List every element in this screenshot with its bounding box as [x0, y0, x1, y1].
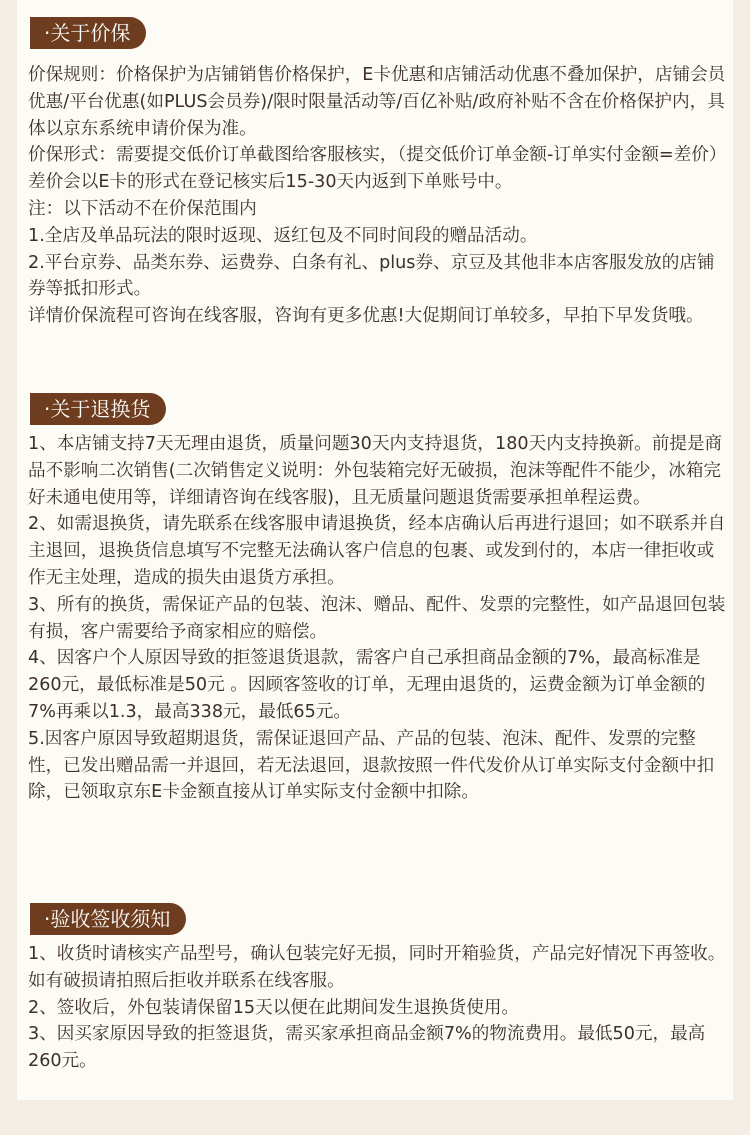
section-title: ·关于价保 [30, 17, 146, 49]
paragraph: 4、因客户个人原因导致的拒签退货退款，需客户自己承担商品金额的7%，最高标准是260元，最低标准是50元 。因顾客签收的订单，无理由退货的，运费金额为订单金额的7%再乘以1.3，最高338元，最低65元。 [28, 648, 706, 722]
section-body [28, 431, 728, 806]
paragraph: 1、收货时请核实产品型号，确认包装完好无损，同时开箱验货，产品完好情况下再签收。如有破损请拍照后拒收并联系在线客服。 [28, 944, 726, 991]
section-title: ·验收签收须知 [30, 903, 186, 935]
section-title: ·关于退换货 [30, 393, 166, 425]
paragraph: 注：以下活动不在价保范围内 [28, 198, 257, 219]
paragraph: 3、因买家原因导致的拒签退货，需买家承担商品金额7%的物流费用。最低50元，最高260元。 [28, 1024, 706, 1072]
paragraph: 价保形式：需要提交低价订单截图给客服核实，（提交低价订单金额-订单实付金额=差价）差价会以E卡的形式在登记核实后15-30天内返到下单账号中。 [28, 145, 727, 193]
paragraph: 2.平台京券、品类东券、运费券、白条有礼、plus券、京豆及其他非本店客服发放的店铺券等抵扣形式。 [28, 252, 715, 300]
section-body [28, 941, 728, 1075]
paragraph: 5.因客户原因导致超期退货，需保证退回产品、产品的包装、泡沫、配件、发票的完整性，已发出赠品需一并退回，若无法退回，退款按照一件代发价从订单实际支付金额中扣除，已领取京东E卡金额直接从订单实际支付金额中扣除。 [28, 728, 715, 803]
paragraph: 2、如需退换货，请先联系在线客服申请退换货，经本店确认后再进行退回；如不联系并自主退回，退换货信息填写不完整无法确认客户信息的包裹、或发到付的，本店一律拒收或作无主处理，造成的损失由退货方承担。 [28, 514, 726, 588]
paragraph: 2、签收后，外包装请保留15天以便在此期间发生退换货使用。 [28, 997, 520, 1018]
paragraph: 价保规则：价格保护为店铺销售价格保护，E卡优惠和店铺活动优惠不叠加保护，店铺会员优惠/平台优惠(如PLUS会员券)/限时限量活动等/百亿补贴/政府补贴不含在价格保护内，具体以京东系统申请价保为准。 [28, 65, 726, 139]
paragraph: 3、所有的换货，需保证产品的包装、泡沫、赠品、配件、发票的完整性，如产品退回包装有损，客户需要给予商家相应的赔偿。 [28, 594, 726, 642]
policy-card [17, 0, 733, 1100]
paragraph: 1.全店及单品玩法的限时返现、返红包及不同时间段的赠品活动。 [28, 225, 538, 246]
paragraph: 详情价保流程可咨询在线客服，咨询有更多优惠!大促期间订单较多，早拍下早发货哦。 [28, 306, 704, 327]
paragraph: 1、本店铺支持7天无理由退货，质量问题30天内支持退货，180天内支持换新。前提是商品不影响二次销售(二次销售定义说明：外包装箱完好无破损，泡沫等配件不能少，冰箱完好未通电使用等，详细请咨询在线客服)，且无质量问题退货需要承担单程运费。 [28, 434, 723, 508]
section-body [28, 62, 728, 330]
